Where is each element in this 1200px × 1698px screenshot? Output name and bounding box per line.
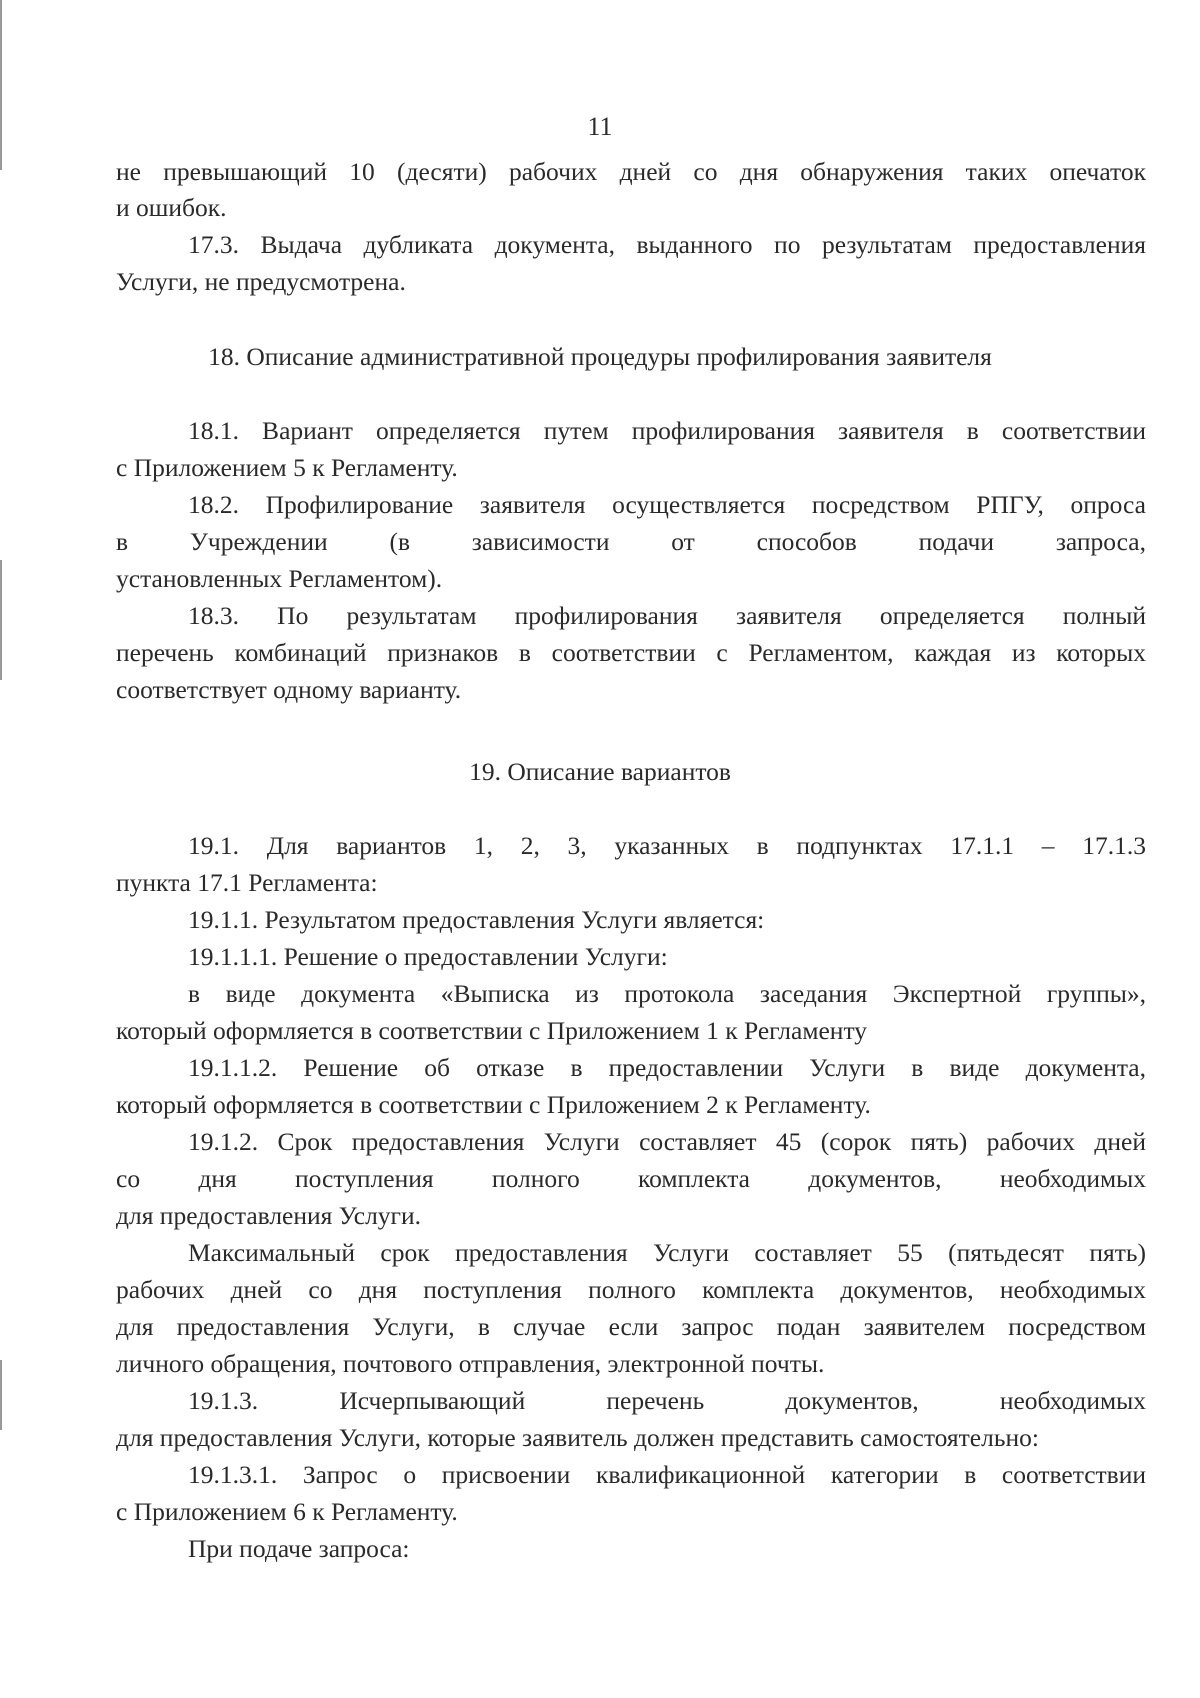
text-line: Максимальный срок предоставления Услуги составляет 55 (пятьдесят пять) — [188, 1238, 1146, 1267]
text-line: перечень комбинаций признаков в соответствии с Регламентом, каждая из которых — [116, 638, 1146, 667]
scan-edge-mark — [0, 1360, 2, 1430]
text-line: который оформляется в соответствии с Приложением 2 к Регламенту. — [116, 1090, 871, 1119]
text-line: 19.1. Для вариантов 1, 2, 3, указанных в подпунктах 17.1.1 – 17.1.3 — [188, 831, 1146, 860]
text-line: 19.1.1. Результатом предоставления Услуги является: — [188, 905, 765, 934]
text-line: пункта 17.1 Регламента: — [116, 868, 378, 897]
text-line: с Приложением 5 к Регламенту. — [116, 453, 458, 482]
section-heading: 19. Описание вариантов — [469, 757, 731, 786]
text-line: Услуги, не предусмотрена. — [116, 267, 406, 296]
text-line: 17.3. Выдача дубликата документа, выданного по результатам предоставления — [188, 230, 1146, 259]
text-line: 19.1.2. Срок предоставления Услуги составляет 45 (сорок пять) рабочих дней — [188, 1127, 1146, 1156]
text-line: со дня поступления полного комплекта документов, необходимых — [116, 1164, 1146, 1193]
text-line: 19.1.3. Исчерпывающий перечень документов, необходимых — [188, 1386, 1146, 1415]
text-line: в виде документа «Выписка из протокола заседания Экспертной группы», — [188, 979, 1146, 1008]
text-line: 19.1.3.1. Запрос о присвоении квалификационной категории в соответствии — [188, 1460, 1146, 1489]
text-line: 18.2. Профилирование заявителя осуществляется посредством РПГУ, опроса — [188, 490, 1146, 519]
text-line: не превышающий 10 (десяти) рабочих дней со дня обнаружения таких опечаток — [116, 157, 1146, 186]
text-line: в Учреждении (в зависимости от способов подачи запроса, — [116, 527, 1146, 556]
text-line: 18.3. По результатам профилирования заявителя определяется полный — [188, 601, 1146, 630]
text-line: 19.1.1.1. Решение о предоставлении Услуги: — [188, 942, 668, 971]
text-line: личного обращения, почтового отправления, электронной почты. — [116, 1349, 825, 1378]
section-heading: 18. Описание административной процедуры профилирования заявителя — [208, 342, 992, 371]
text-line: с Приложением 6 к Регламенту. — [116, 1497, 458, 1526]
text-line: и ошибок. — [116, 193, 227, 222]
scan-edge-mark — [0, 560, 2, 680]
text-line: установленных Регламентом). — [116, 564, 443, 593]
text-line: рабочих дней со дня поступления полного комплекта документов, необходимых — [116, 1275, 1146, 1304]
text-line: для предоставления Услуги, в случае если запрос подан заявителем посредством — [116, 1312, 1146, 1341]
text-line: 19.1.1.2. Решение об отказе в предоставлении Услуги в виде документа, — [188, 1053, 1146, 1082]
text-line: При подаче запроса: — [188, 1534, 410, 1563]
text-line: для предоставления Услуги, которые заявитель должен представить самостоятельно: — [116, 1423, 1039, 1452]
page-number: 11 — [587, 112, 613, 141]
scan-edge-mark — [0, 0, 2, 170]
text-line: 18.1. Вариант определяется путем профилирования заявителя в соответствии — [188, 416, 1146, 445]
text-line: для предоставления Услуги. — [116, 1201, 422, 1230]
text-line: соответствует одному варианту. — [116, 675, 462, 704]
text-line: который оформляется в соответствии с Приложением 1 к Регламенту — [116, 1016, 868, 1045]
